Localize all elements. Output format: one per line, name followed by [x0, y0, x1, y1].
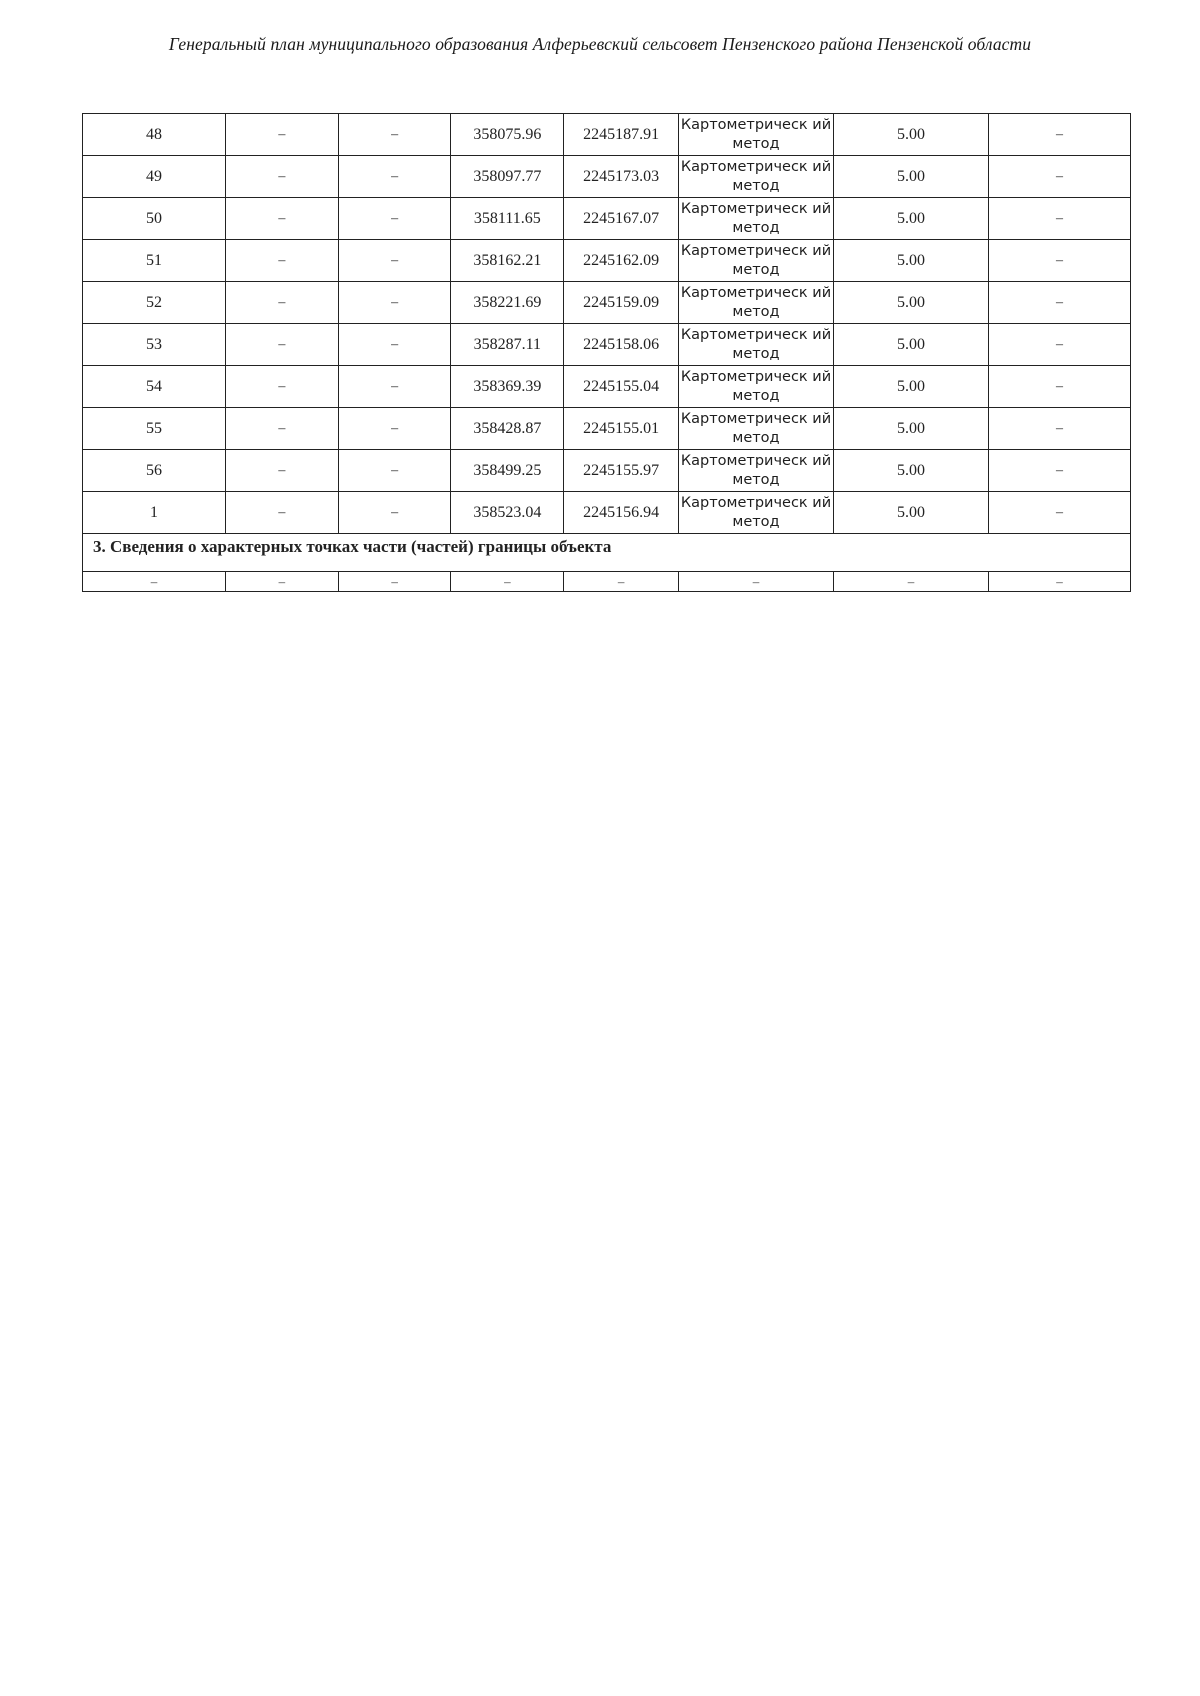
accuracy-cell: 5.00 — [834, 282, 989, 324]
method-cell: Картометрическ ий метод — [678, 408, 833, 450]
point-number: 48 — [83, 114, 226, 156]
coordinates-table — [82, 113, 1131, 592]
point-number: 50 — [83, 198, 226, 240]
table-cell: – — [338, 450, 451, 492]
coord-y: 2245173.03 — [564, 156, 679, 198]
table-cell: – — [564, 572, 679, 592]
table-row — [83, 240, 1131, 282]
coord-x: 358221.69 — [451, 282, 564, 324]
coord-y: 2245159.09 — [564, 282, 679, 324]
coord-x: 358162.21 — [451, 240, 564, 282]
accuracy-cell: 5.00 — [834, 366, 989, 408]
coord-x: 358369.39 — [451, 366, 564, 408]
accuracy-cell: 5.00 — [834, 198, 989, 240]
point-number: 55 — [83, 408, 226, 450]
coord-x: 358499.25 — [451, 450, 564, 492]
section-3-heading: 3. Сведения о характерных точках части (частей) границы объекта — [83, 534, 1131, 572]
coord-y: 2245155.01 — [564, 408, 679, 450]
accuracy-cell: 5.00 — [834, 156, 989, 198]
table-cell: – — [338, 240, 451, 282]
table-cell: – — [451, 572, 564, 592]
coord-x: 358523.04 — [451, 492, 564, 534]
table-cell: – — [338, 366, 451, 408]
coord-x: 358111.65 — [451, 198, 564, 240]
table-row — [83, 156, 1131, 198]
table-cell: – — [338, 114, 451, 156]
method-cell: Картометрическ ий метод — [678, 450, 833, 492]
table-cell: – — [834, 572, 989, 592]
coord-x: 358097.77 — [451, 156, 564, 198]
table-cell: – — [338, 324, 451, 366]
point-number: 49 — [83, 156, 226, 198]
method-cell: Картометрическ ий метод — [678, 198, 833, 240]
accuracy-cell: 5.00 — [834, 324, 989, 366]
table-cell: – — [338, 156, 451, 198]
table-cell: – — [83, 572, 226, 592]
table-cell: – — [225, 114, 338, 156]
table-row — [83, 114, 1131, 156]
point-number: 51 — [83, 240, 226, 282]
coord-x: 358287.11 — [451, 324, 564, 366]
method-cell: Картометрическ ий метод — [678, 114, 833, 156]
table-row — [83, 450, 1131, 492]
table-cell: – — [989, 156, 1131, 198]
table-cell: – — [989, 450, 1131, 492]
table-cell: – — [678, 572, 833, 592]
coord-y: 2245158.06 — [564, 324, 679, 366]
coord-y: 2245155.97 — [564, 450, 679, 492]
table-cell: – — [989, 198, 1131, 240]
accuracy-cell: 5.00 — [834, 408, 989, 450]
table-row — [83, 408, 1131, 450]
table-cell: – — [225, 572, 338, 592]
method-cell: Картометрическ ий метод — [678, 156, 833, 198]
accuracy-cell: 5.00 — [834, 492, 989, 534]
accuracy-cell: 5.00 — [834, 450, 989, 492]
table-cell: – — [225, 366, 338, 408]
point-number: 53 — [83, 324, 226, 366]
table-cell: – — [338, 282, 451, 324]
coord-x: 358428.87 — [451, 408, 564, 450]
accuracy-cell: 5.00 — [834, 114, 989, 156]
point-number: 1 — [83, 492, 226, 534]
page-header-title: Генеральный план муниципального образования Алферьевский сельсовет Пензенского района Пензенской области — [168, 34, 1032, 54]
method-cell: Картометрическ ий метод — [678, 366, 833, 408]
table-cell: – — [225, 156, 338, 198]
table-cell: – — [338, 572, 451, 592]
accuracy-cell: 5.00 — [834, 240, 989, 282]
table-row — [83, 324, 1131, 366]
coord-x: 358075.96 — [451, 114, 564, 156]
table-cell: – — [225, 324, 338, 366]
point-number: 54 — [83, 366, 226, 408]
coord-y: 2245155.04 — [564, 366, 679, 408]
method-cell: Картометрическ ий метод — [678, 492, 833, 534]
table-body — [83, 114, 1131, 592]
table-row — [83, 492, 1131, 534]
table-row — [83, 366, 1131, 408]
table-row — [83, 572, 1131, 592]
table-cell: – — [989, 572, 1131, 592]
section-heading-row — [83, 534, 1131, 572]
table-cell: – — [225, 450, 338, 492]
table-cell: – — [989, 408, 1131, 450]
coord-y: 2245167.07 — [564, 198, 679, 240]
table-cell: – — [989, 366, 1131, 408]
point-number: 56 — [83, 450, 226, 492]
table-cell: – — [989, 282, 1131, 324]
table-row — [83, 198, 1131, 240]
table-cell: – — [225, 240, 338, 282]
table-cell: – — [225, 198, 338, 240]
table-cell: – — [989, 240, 1131, 282]
point-number: 52 — [83, 282, 226, 324]
method-cell: Картометрическ ий метод — [678, 240, 833, 282]
coord-y: 2245156.94 — [564, 492, 679, 534]
table-cell: – — [225, 282, 338, 324]
coord-y: 2245187.91 — [564, 114, 679, 156]
table-cell: – — [338, 408, 451, 450]
method-cell: Картометрическ ий метод — [678, 282, 833, 324]
table-cell: – — [225, 492, 338, 534]
table-cell: – — [989, 492, 1131, 534]
table-cell: – — [338, 198, 451, 240]
table-cell: – — [989, 114, 1131, 156]
method-cell: Картометрическ ий метод — [678, 324, 833, 366]
coord-y: 2245162.09 — [564, 240, 679, 282]
table-cell: – — [338, 492, 451, 534]
table-row — [83, 282, 1131, 324]
table-cell: – — [989, 324, 1131, 366]
table-cell: – — [225, 408, 338, 450]
